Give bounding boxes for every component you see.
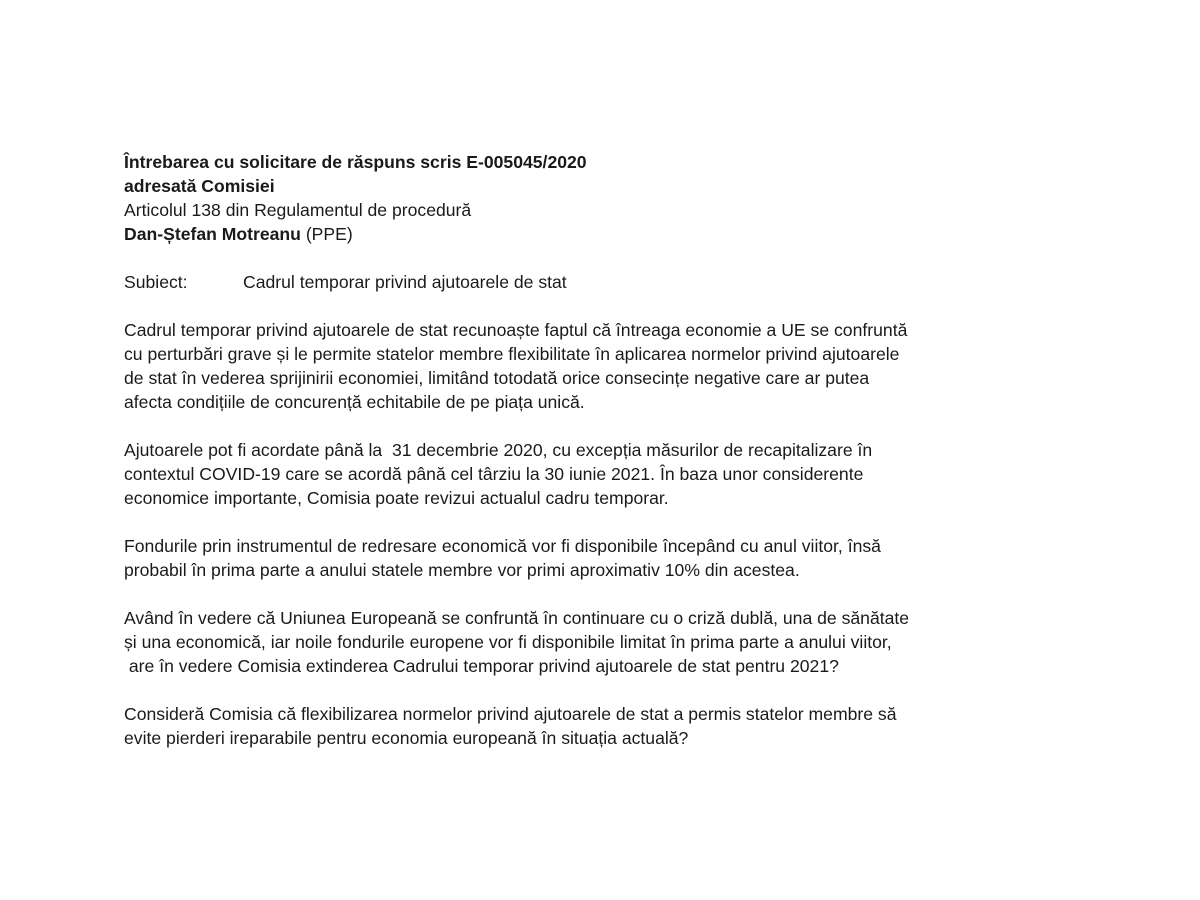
paragraph-line: are în vedere Comisia extinderea Cadrului temporar privind ajutoarele de stat pentru 2021? bbox=[124, 656, 839, 676]
question-addressee: adresată Comisiei bbox=[124, 176, 275, 196]
paragraph-line: contextul COVID-19 care se acordă până cel târziu la 30 iunie 2021. În baza unor considerente bbox=[124, 464, 864, 484]
author-line bbox=[124, 222, 1084, 246]
paragraph-funds bbox=[124, 534, 1084, 582]
author-name: Dan-Ștefan Motreanu bbox=[124, 224, 301, 244]
paragraph-line: Cadrul temporar privind ajutoarele de stat recunoaște faptul că întreaga economie a UE se confruntă bbox=[124, 320, 908, 340]
paragraph-question-one bbox=[124, 606, 1084, 678]
paragraph-line: evite pierderi ireparabile pentru economia europeană în situația actuală? bbox=[124, 728, 689, 748]
paragraph-question-two bbox=[124, 702, 1084, 750]
paragraph-line: cu perturbări grave și le permite statelor membre flexibilitate în aplicarea normelor privind ajutoarele bbox=[124, 344, 900, 364]
paragraph-line: economice importante, Comisia poate revizui actualul cadru temporar. bbox=[124, 488, 669, 508]
paragraph-line: Având în vedere că Uniunea Europeană se confruntă în continuare cu o criză dublă, una de sănătate bbox=[124, 608, 910, 628]
paragraph-line: Ajutoarele pot fi acordate până la 31 decembrie 2020, cu excepția măsurilor de recapitalizare în bbox=[124, 440, 873, 460]
author-group: (PPE) bbox=[300, 224, 353, 244]
paragraph-line: Consideră Comisia că flexibilizarea normelor privind ajutoarele de stat a permis statelor membre să bbox=[124, 704, 897, 724]
paragraph-context bbox=[124, 318, 1084, 414]
subject-row bbox=[124, 270, 1084, 294]
subject-label: Subiect: bbox=[124, 272, 188, 292]
procedure-article: Articolul 138 din Regulamentul de procedură bbox=[124, 200, 472, 220]
paragraph-line: afecta condițiile de concurență echitabile de pe piața unică. bbox=[124, 392, 585, 412]
question-header bbox=[124, 150, 1084, 246]
paragraph-line: și una economică, iar noile fondurile europene vor fi disponibile limitat în prima parte a anului viitor, bbox=[124, 632, 892, 652]
subject-text: Cadrul temporar privind ajutoarele de stat bbox=[243, 272, 567, 292]
paragraph-deadlines bbox=[124, 438, 1084, 510]
document-body bbox=[124, 150, 1084, 750]
paragraph-line: probabil în prima parte a anului statele membre vor primi aproximativ 10% din acestea. bbox=[124, 560, 800, 580]
question-title: Întrebarea cu solicitare de răspuns scris E-005045/2020 bbox=[124, 152, 587, 172]
paragraph-line: de stat în vederea sprijinirii economiei, limitând totodată orice consecințe negative care ar putea bbox=[124, 368, 870, 388]
paragraph-line: Fondurile prin instrumentul de redresare economică vor fi disponibile începând cu anul viitor, însă bbox=[124, 536, 881, 556]
